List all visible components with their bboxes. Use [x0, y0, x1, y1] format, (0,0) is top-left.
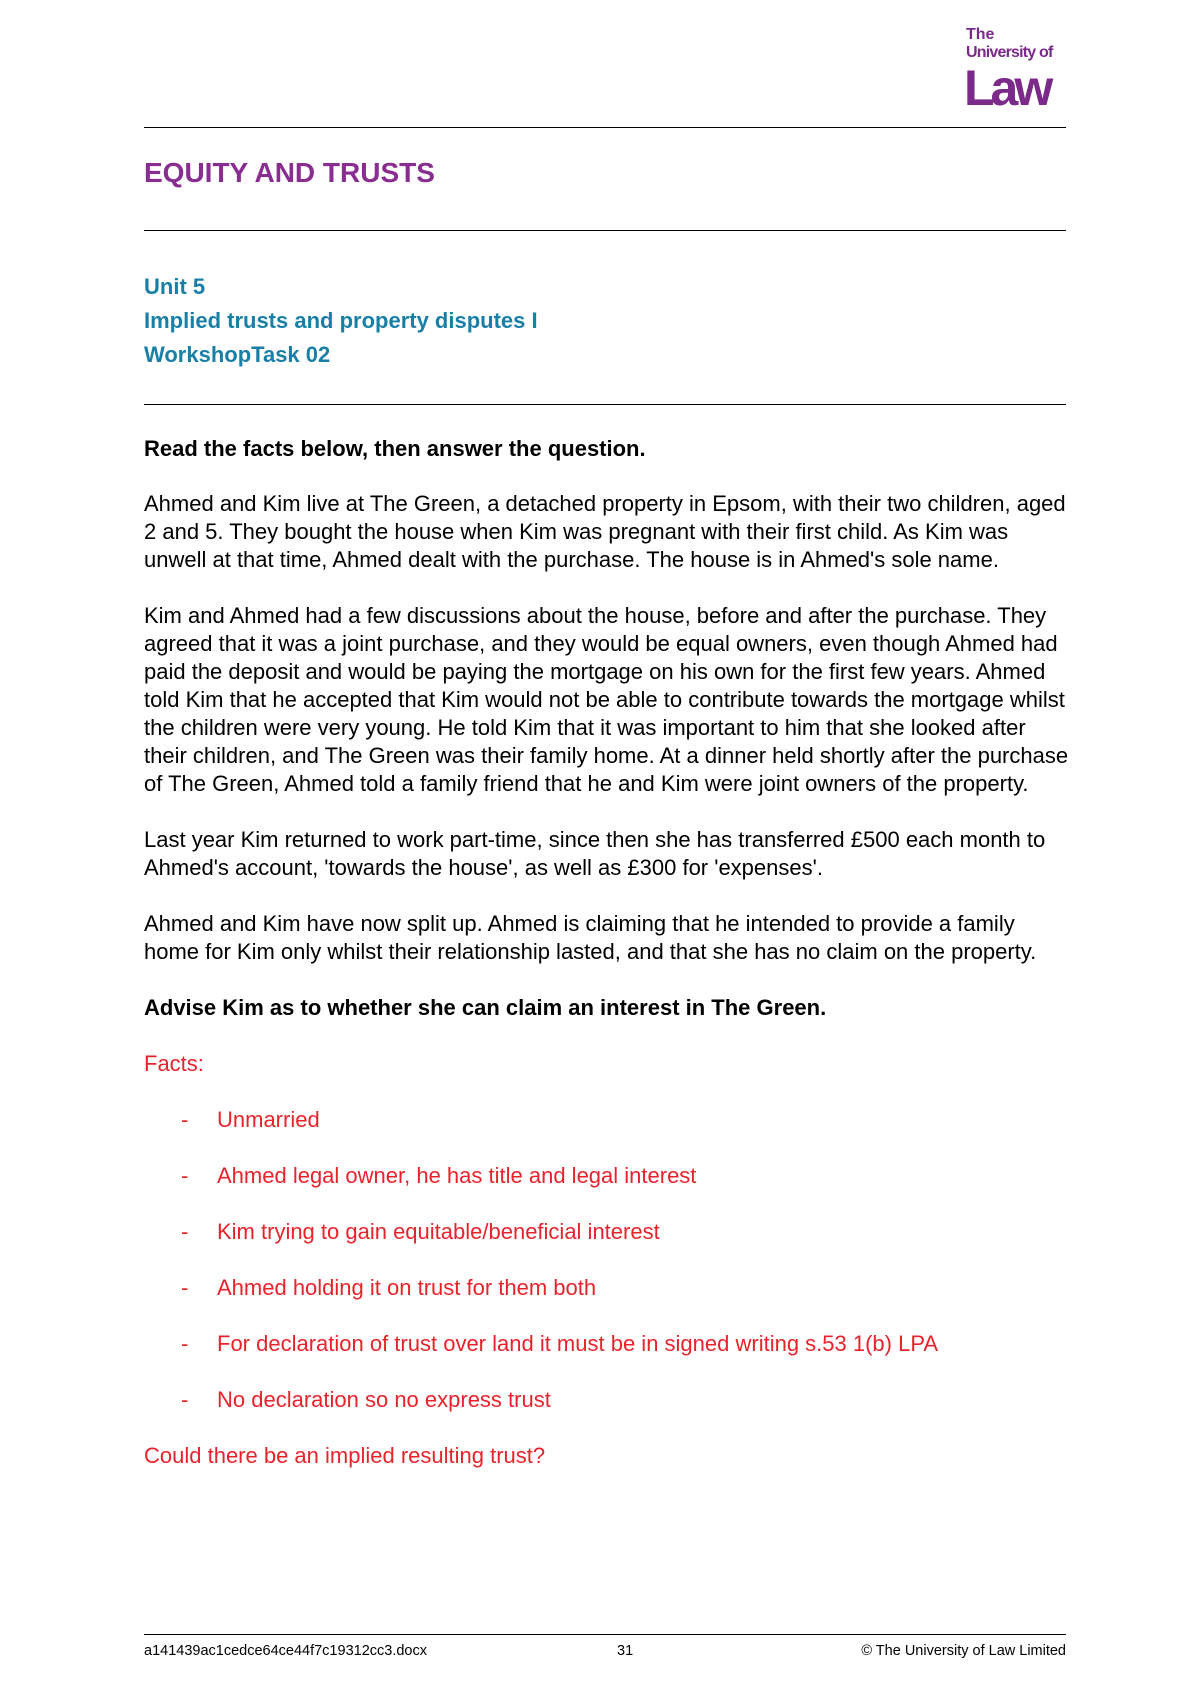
bullet-dash: - [181, 1275, 189, 1300]
unit-info [144, 270, 538, 372]
facts-paragraph-3: Last year Kim returned to work part-time, since then she has transferred £500 each month to Ahmed's account, 'towards the house', as well as £300 for 'expenses'. [144, 827, 1046, 880]
logo-line-university: University of [966, 44, 1053, 61]
list-item [144, 1106, 1074, 1134]
unit-label: Unit 5 [144, 274, 206, 299]
bullet-dash: - [181, 1219, 189, 1244]
divider-unit [144, 404, 1066, 405]
closing-question: Could there be an implied resulting trust? [144, 1443, 546, 1468]
divider-footer [144, 1634, 1066, 1635]
list-item [144, 1218, 1074, 1246]
facts-paragraph-4: Ahmed and Kim have now split up. Ahmed is claiming that he intended to provide a family home for Kim only whilst their relationship lasted, and that she has no claim on the property. [144, 911, 1037, 964]
list-item-text: For declaration of trust over land it must be in signed writing s.53 1(b) LPA [217, 1331, 939, 1356]
facts-list [144, 1106, 1074, 1414]
list-item-text: No declaration so no express trust [217, 1387, 551, 1412]
list-item-text: Ahmed legal owner, he has title and legal interest [217, 1163, 697, 1188]
bullet-dash: - [181, 1387, 189, 1412]
logo-line-the: The [966, 26, 995, 43]
list-item [144, 1274, 1074, 1302]
divider-title [144, 230, 1066, 231]
unit-topic: Implied trusts and property disputes I [144, 308, 538, 333]
bullet-dash: - [181, 1163, 189, 1188]
document-body [144, 435, 1074, 1470]
list-item [144, 1330, 1074, 1358]
list-item [144, 1162, 1074, 1190]
list-item-text: Unmarried [217, 1107, 320, 1132]
facts-heading: Facts: [144, 1051, 204, 1076]
list-item-text: Kim trying to gain equitable/beneficial interest [217, 1219, 660, 1244]
divider-top [144, 127, 1066, 128]
instruction-text: Read the facts below, then answer the question. [144, 436, 646, 461]
facts-paragraph-2: Kim and Ahmed had a few discussions about the house, before and after the purchase. They agreed that it was a joint purchase, and they would be equal owners, even though Ahmed had paid the deposit and would be paying the mortgage on his own for the first few years. Ahmed told Kim that he accepted that Kim would not be able to contribute towards the mortgage whilst the children were very young. He told Kim that it was important to him that she looked after their children, and The Green was their family home. At a dinner held shortly after the purchase of The Green, Ahmed told a family friend that he and Kim were joint owners of the property. [144, 603, 1069, 796]
logo-line-law: Law [964, 60, 1050, 116]
list-item-text: Ahmed holding it on trust for them both [217, 1275, 597, 1300]
bullet-dash: - [181, 1107, 189, 1132]
list-item [144, 1386, 1074, 1414]
workshop-task: WorkshopTask 02 [144, 342, 331, 367]
question-text: Advise Kim as to whether she can claim an interest in The Green. [144, 995, 827, 1020]
university-of-law-logo [964, 26, 1066, 116]
document-title: EQUITY AND TRUSTS [144, 157, 435, 188]
bullet-dash: - [181, 1331, 189, 1356]
footer-copyright: © The University of Law Limited [861, 1643, 1066, 1659]
footer-filename: a141439ac1cedce64ce44f7c19312cc3.docx [144, 1643, 427, 1659]
footer-page-number: 31 [617, 1643, 634, 1659]
facts-paragraph-1: Ahmed and Kim live at The Green, a detached property in Epsom, with their two children, aged 2 and 5. They bought the house when Kim was pregnant with their first child. As Kim was unwell at that time, Ahmed dealt with the purchase. The house is in Ahmed's sole name. [144, 491, 1066, 572]
